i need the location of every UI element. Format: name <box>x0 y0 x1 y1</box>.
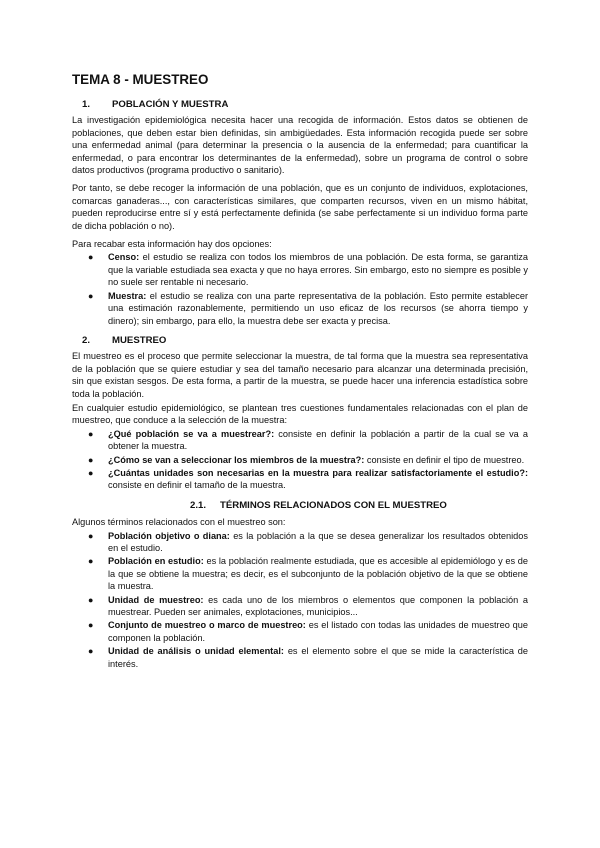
list-item <box>72 619 528 644</box>
subsection-number: 2.1. <box>190 499 207 511</box>
list-term: Muestra: <box>108 290 147 301</box>
section-number: 1. <box>82 99 91 110</box>
bullet-icon: ● <box>88 467 94 478</box>
bullet-icon: ● <box>88 556 94 567</box>
list-text: el estudio se realiza con una parte representativa de la población. Esto permite establecer una estimación razonablemente, permitiendo un uso eficaz de los recursos (se ahorra tiempo y dinero); sin embargo, para ello, la muestra debe ser exacta y precisa. <box>108 290 528 326</box>
list-item <box>72 530 528 555</box>
list-item <box>72 645 528 670</box>
paragraph: Por tanto, se debe recoger la información de una población, que es un conjunto de individuos, explotaciones, comarcas ganaderas..., con características similares, que comparten recursos, viven en un mismo hábitat, pueden reproducirse entre sí y está perfectamente definida (se sabe perfectamente si un individuo forma parte de dicha población o no). <box>72 183 528 231</box>
bullet-icon: ● <box>88 428 94 439</box>
subsection-title: TÉRMINOS RELACIONADOS CON EL MUESTREO <box>220 499 447 511</box>
bullet-icon: ● <box>88 252 94 263</box>
subsection-heading <box>72 500 528 512</box>
bullet-icon: ● <box>88 620 94 631</box>
section-heading <box>72 335 528 347</box>
section-title: MUESTREO <box>112 334 167 346</box>
list-text: es cada uno de los miembros o elementos que componen la población a muestrear. Pueden ser animales, explotaciones, municipios... <box>108 594 528 618</box>
list-item <box>72 251 528 288</box>
list-term: ¿Cómo se van a seleccionar los miembros de la muestra?: <box>108 454 365 465</box>
bullet-icon: ● <box>88 454 94 465</box>
bullet-list <box>72 251 528 326</box>
list-item <box>72 454 528 466</box>
list-term: Población en estudio: <box>108 556 204 567</box>
list-term: Población objetivo o diana: <box>108 530 230 541</box>
list-text: es el listado con todas las unidades de muestreo que componen la población. <box>108 620 529 643</box>
paragraph: Para recabar esta información hay dos opciones: <box>72 239 272 250</box>
list-term: Unidad de muestreo: <box>108 594 204 605</box>
paragraph: En cualquier estudio epidemiológico, se plantean tres cuestiones fundamentales relacionadas con el plan de muestreo, que conduce a la selección de la muestra: <box>72 402 528 426</box>
list-item <box>72 428 528 453</box>
list-text: es el elemento sobre el que se mide la característica de interés. <box>108 646 529 669</box>
list-term: Conjunto de muestreo o marco de muestreo: <box>108 620 306 631</box>
bullet-icon: ● <box>88 646 94 657</box>
list-text: consiste en definir el tipo de muestreo. <box>364 454 525 465</box>
bullet-icon: ● <box>88 290 94 301</box>
section-number: 2. <box>82 334 91 346</box>
list-item <box>72 290 528 327</box>
section-heading <box>72 99 528 111</box>
paragraph: Algunos términos relacionados con el muestreo son: <box>72 517 286 528</box>
list-text: el estudio se realiza con todos los miembros de una población. De esta forma, se garantiza que la variable estudiada sea exacta y que no haya errores. Sin embargo, esto no siempre es posible y no suele ser rentable ni necesario. <box>108 252 528 288</box>
list-term: Censo: <box>108 252 140 263</box>
bullet-list <box>72 428 528 492</box>
list-term: ¿Qué población se va a muestrear?: <box>108 428 275 439</box>
bullet-icon: ● <box>88 530 94 541</box>
list-term: Unidad de análisis o unidad elemental: <box>108 646 284 657</box>
list-text: consiste en definir el tamaño de la muestra. <box>108 480 286 491</box>
bullet-icon: ● <box>88 594 94 605</box>
page-title: TEMA 8 - MUESTREO <box>72 72 209 87</box>
paragraph: La investigación epidemiológica necesita hacer una recogida de información. Estos datos se obtienen de poblaciones, que deben estar bien definidas, sin ambigüedades. Esta información recogida puede ser sobre una enfermedad animal (para determinar la presencia o la ausencia de la enfermedad; para cuantificar la enfermedad, o para encontrar los determinantes de la enfermedad), sobre un programa de control o sobre datos productivos (programa productivo o sanitario). <box>72 115 528 176</box>
document-page <box>72 72 528 678</box>
list-item <box>72 594 528 619</box>
list-term: ¿Cuántas unidades son necesarias en la muestra para realizar satisfactoriamente el estudio?: <box>108 467 528 478</box>
list-item <box>72 467 528 492</box>
list-text: es la población realmente estudiada, que es accesible al epidemiólogo y es de la que se obtiene la muestra; es decir, es el subconjunto de la población objetivo de la que se obtiene la muestra. <box>108 556 528 592</box>
list-text: consiste en definir la población a partir de la cual se va a obtener la muestra. <box>108 428 529 452</box>
paragraph: El muestreo es el proceso que permite seleccionar la muestra, de tal forma que la muestra sea representativa de la población que se quiere estudiar y sea del tamaño necesario para alcanzar una determinada precisión, sin que existan sesgos. De esta forma, a partir de la muestra, se puede hacer una inferencia estadística sobre toda la población. <box>72 351 528 399</box>
list-item <box>72 555 528 592</box>
list-text: es la población a la que se desea generalizar los resultados obtenidos en el estudio. <box>108 530 528 553</box>
bullet-list <box>72 530 528 670</box>
section-title: POBLACIÓN Y MUESTRA <box>112 99 229 110</box>
